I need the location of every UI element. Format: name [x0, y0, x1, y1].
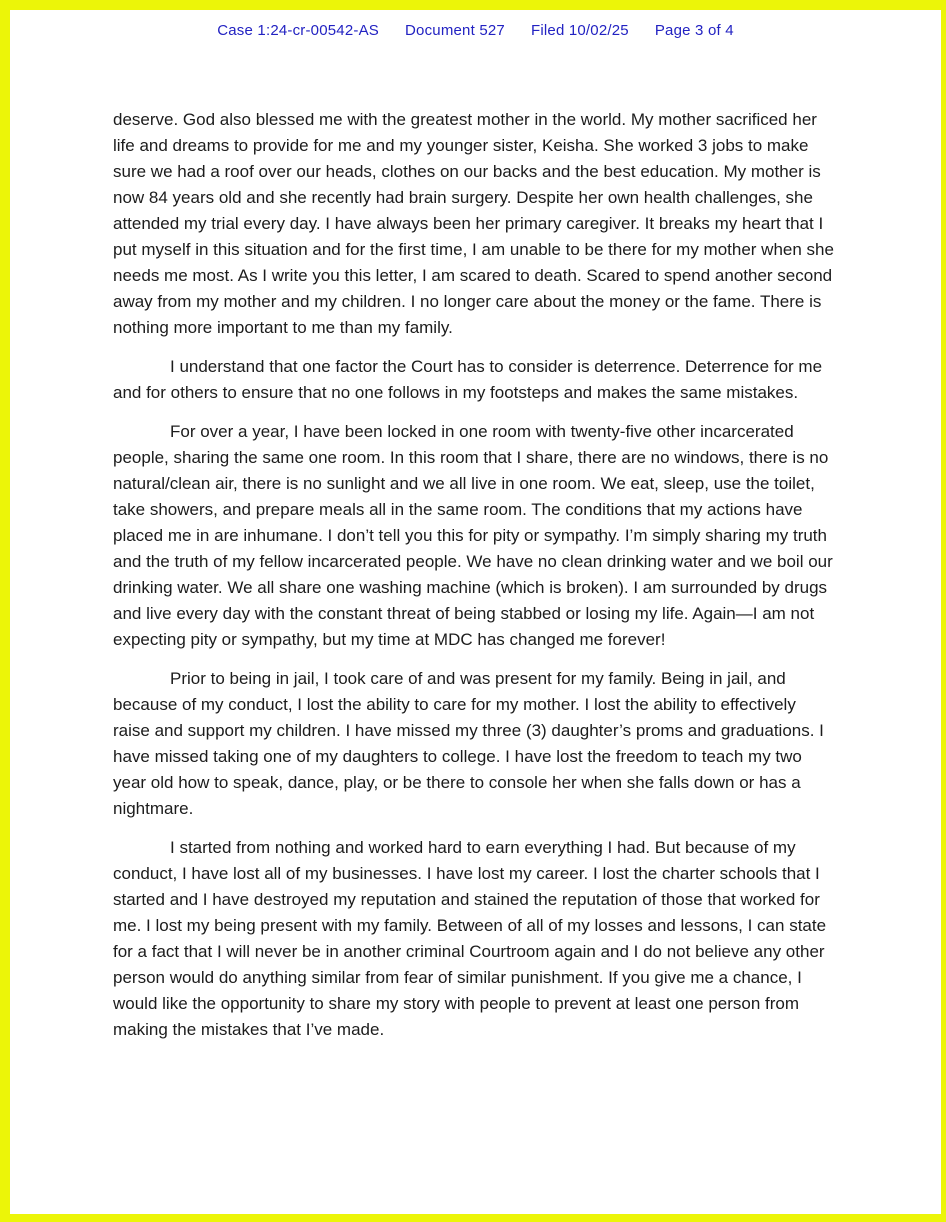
- filed-date: Filed 10/02/25: [530, 22, 629, 39]
- body-paragraph: I started from nothing and worked hard to earn everything I had. But because of my conduct, I have lost all of my businesses. I have lost my career. I lost the charter schools that I started and I have destroyed my reputation and stained the reputation of those that worked for me. I lost my being present with my family. Between of all of my losses and lessons, I can state for a fact that I will never be in another criminal Courtroom again and I do not believe any other person would do anything similar from fear of similar punishment. If you give me a chance, I would like the opportunity to share my story with people to prevent at least one person from making the mistakes that I’ve made.: [113, 838, 827, 1039]
- document-number: Document 527: [405, 22, 505, 39]
- body-paragraph: For over a year, I have been locked in one room with twenty-five other incarcerated people, sharing the same one room. In this room that I share, there are no windows, there is no natural/clean air, there is no sunlight and we all live in one room. We eat, sleep, use the toilet, take showers, and prepare meals all in the same room. The conditions that my actions have placed me in are inhumane. I don’t tell you this for pity or sympathy. I’m simply sharing my truth and the truth of my fellow incarcerated people. We have no clean drinking water and we boil our drinking water. We all share one washing machine (which is broken). I am surrounded by drugs and live every day with the constant threat of being stabbed or losing my life. Again—I am not expecting pity or sympathy, but my time at MDC has changed me forever!: [113, 422, 833, 649]
- case-stamp-header: [10, 22, 941, 39]
- letter-body: [113, 107, 835, 1043]
- case-number: Case 1:24-cr-00542-AS: [217, 22, 379, 39]
- page-number: Page 3 of 4: [654, 22, 734, 39]
- body-paragraph: deserve. God also blessed me with the greatest mother in the world. My mother sacrificed her life and dreams to provide for me and my younger sister, Keisha. She worked 3 jobs to make sure we had a roof over our heads, clothes on our backs and the best education. My mother is now 84 years old and she recently had brain surgery. Despite her own health challenges, she attended my trial every day. I have always been her primary caregiver. It breaks my heart that I put myself in this situation and for the first time, I am unable to be there for my mother when she needs me most. As I write you this letter, I am scared to death. Scared to spend another second away from my mother and my children. I no longer care about the money or the fame. There is nothing more important to me than my family.: [113, 110, 834, 337]
- body-paragraph: I understand that one factor the Court has to consider is deterrence. Deterrence for me and for others to ensure that no one follows in my footsteps and makes the same mistakes.: [113, 357, 823, 402]
- body-paragraph: Prior to being in jail, I took care of and was present for my family. Being in jail, and because of my conduct, I lost the ability to care for my mother. I lost the ability to effectively raise and support my children. I have missed my three (3) daughter’s proms and graduations. I have missed taking one of my daughters to college. I have lost the freedom to teach my two year old how to speak, dance, play, or be there to console her when she falls down or has a nightmare.: [113, 669, 824, 818]
